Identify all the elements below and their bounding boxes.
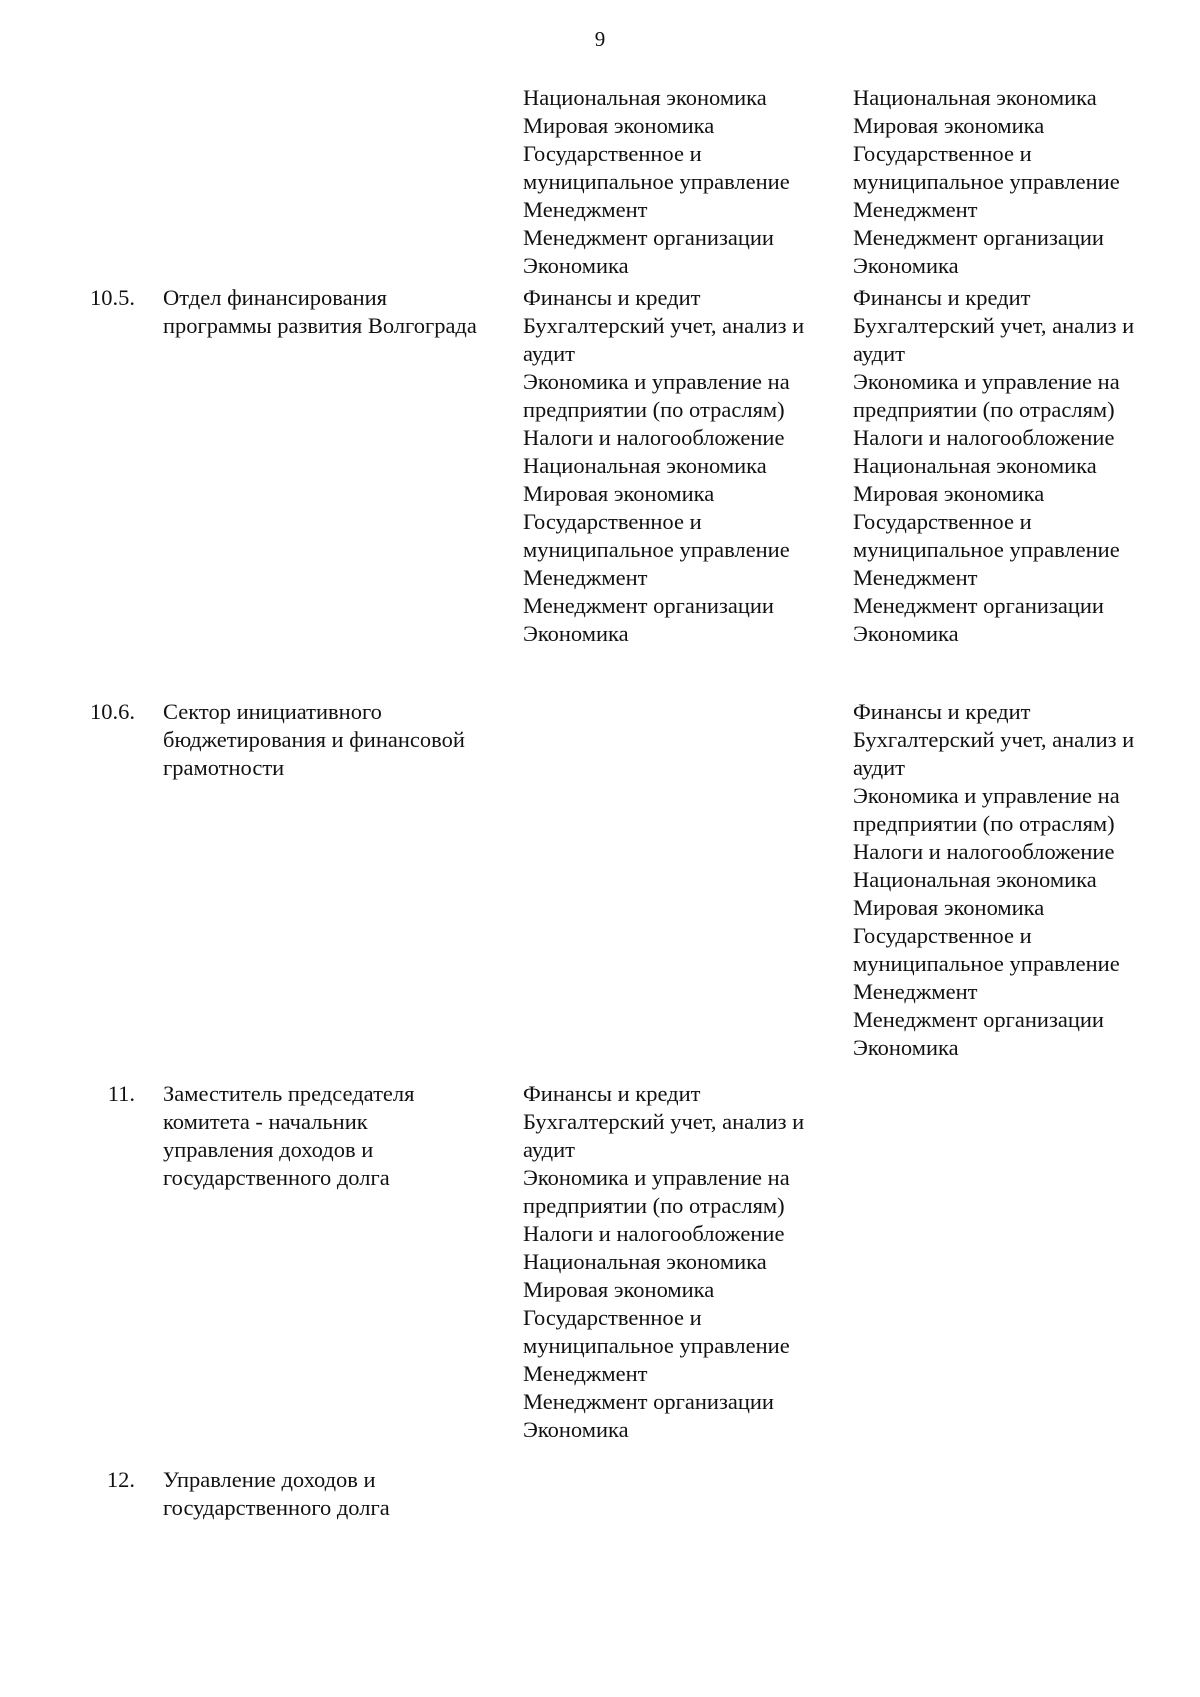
text-line: аудит <box>853 755 905 780</box>
text-line: Мировая экономика <box>523 1277 715 1302</box>
text-line: Государственное и <box>853 509 1032 534</box>
text-line: Финансы и кредит <box>853 699 1031 724</box>
specialties-column-b <box>853 284 1173 648</box>
text-line: Менеджмент организации <box>523 1389 774 1414</box>
row-number: 11. <box>107 1081 135 1106</box>
text-line: Экономика и управление на <box>853 783 1120 808</box>
text-line: Менеджмент <box>523 1361 648 1386</box>
row-number: 10.6. <box>90 699 135 724</box>
text-line: Экономика <box>853 621 959 646</box>
text-line: Менеджмент организации <box>853 1007 1104 1032</box>
text-line: Управление доходов и <box>163 1467 376 1492</box>
text-line: Государственное и <box>523 1305 702 1330</box>
text-line: муниципальное управление <box>523 537 790 562</box>
text-line: Мировая экономика <box>853 113 1045 138</box>
text-line: Государственное и <box>853 141 1032 166</box>
text-line: Менеджмент <box>853 565 978 590</box>
text-line: Налоги и налогообложение <box>853 839 1115 864</box>
row-number: 12. <box>106 1467 135 1492</box>
text-line: государственного долга <box>163 1495 390 1520</box>
text-line: предприятии (по отраслям) <box>853 397 1115 422</box>
text-line: Экономика <box>853 253 959 278</box>
text-line: Мировая экономика <box>523 113 715 138</box>
text-line: Налоги и налогообложение <box>523 425 785 450</box>
text-line: муниципальное управление <box>853 169 1120 194</box>
text-line: Менеджмент организации <box>523 593 774 618</box>
specialties-column-b <box>853 84 1173 280</box>
specialties-column-a <box>523 1080 853 1444</box>
text-line: Государственное и <box>853 923 1032 948</box>
text-line: Отдел финансирования <box>163 285 388 310</box>
row-number: 10.5. <box>90 285 135 310</box>
text-line: аудит <box>523 1137 575 1162</box>
text-line: Налоги и налогообложение <box>853 425 1115 450</box>
text-line: аудит <box>853 341 905 366</box>
text-line: Менеджмент <box>853 197 978 222</box>
text-line: Экономика <box>853 1035 959 1060</box>
text-line: муниципальное управление <box>523 1333 790 1358</box>
text-line: Национальная экономика <box>523 85 767 110</box>
text-line: Национальная экономика <box>523 453 767 478</box>
text-line: предприятии (по отраслям) <box>523 397 785 422</box>
text-line: Бухгалтерский учет, анализ и <box>853 727 1135 752</box>
text-line: Национальная экономика <box>853 453 1097 478</box>
text-line: муниципальное управление <box>523 169 790 194</box>
text-line: бюджетирования и финансовой <box>163 727 465 752</box>
text-line: Экономика <box>523 621 629 646</box>
text-line: Национальная экономика <box>523 1249 767 1274</box>
specialties-column-a <box>523 284 853 648</box>
text-line: Мировая экономика <box>853 481 1045 506</box>
text-line: государственного долга <box>163 1165 390 1190</box>
text-line: Менеджмент <box>523 197 648 222</box>
text-line: Государственное и <box>523 141 702 166</box>
text-line: управления доходов и <box>163 1137 374 1162</box>
text-line: Экономика <box>523 1417 629 1442</box>
text-line: предприятии (по отраслям) <box>853 811 1115 836</box>
text-line: Сектор инициативного <box>163 699 382 724</box>
text-line: комитета - начальник <box>163 1109 368 1134</box>
text-line: Менеджмент организации <box>853 225 1104 250</box>
text-line: Менеджмент организации <box>523 225 774 250</box>
specialties-column-a <box>523 84 853 280</box>
position-name <box>163 1080 508 1192</box>
text-line: программы развития Волгограда <box>163 313 477 338</box>
position-name <box>163 698 508 782</box>
text-line: Экономика и управление на <box>523 369 790 394</box>
position-name <box>163 284 508 340</box>
position-name <box>163 1466 508 1522</box>
text-line: Мировая экономика <box>523 481 715 506</box>
text-line: Финансы и кредит <box>523 285 701 310</box>
text-line: Бухгалтерский учет, анализ и <box>523 313 805 338</box>
text-line: Национальная экономика <box>853 867 1097 892</box>
text-line: муниципальное управление <box>853 537 1120 562</box>
text-line: Мировая экономика <box>853 895 1045 920</box>
text-line: Государственное и <box>523 509 702 534</box>
text-line: Менеджмент организации <box>853 593 1104 618</box>
text-line: Бухгалтерский учет, анализ и <box>853 313 1135 338</box>
text-line: Налоги и налогообложение <box>523 1221 785 1246</box>
text-line: Финансы и кредит <box>853 285 1031 310</box>
text-line: аудит <box>523 341 575 366</box>
text-line: предприятии (по отраслям) <box>523 1193 785 1218</box>
text-line: Экономика <box>523 253 629 278</box>
text-line: Менеджмент <box>853 979 978 1004</box>
page-number: 9 <box>594 27 606 51</box>
text-line: Финансы и кредит <box>523 1081 701 1106</box>
text-line: Менеджмент <box>523 565 648 590</box>
text-line: Экономика и управление на <box>523 1165 790 1190</box>
text-line: Бухгалтерский учет, анализ и <box>523 1109 805 1134</box>
text-line: грамотности <box>163 755 285 780</box>
text-line: Национальная экономика <box>853 85 1097 110</box>
text-line: муниципальное управление <box>853 951 1120 976</box>
specialties-column-b <box>853 698 1173 1062</box>
text-line: Экономика и управление на <box>853 369 1120 394</box>
text-line: Заместитель председателя <box>163 1081 415 1106</box>
